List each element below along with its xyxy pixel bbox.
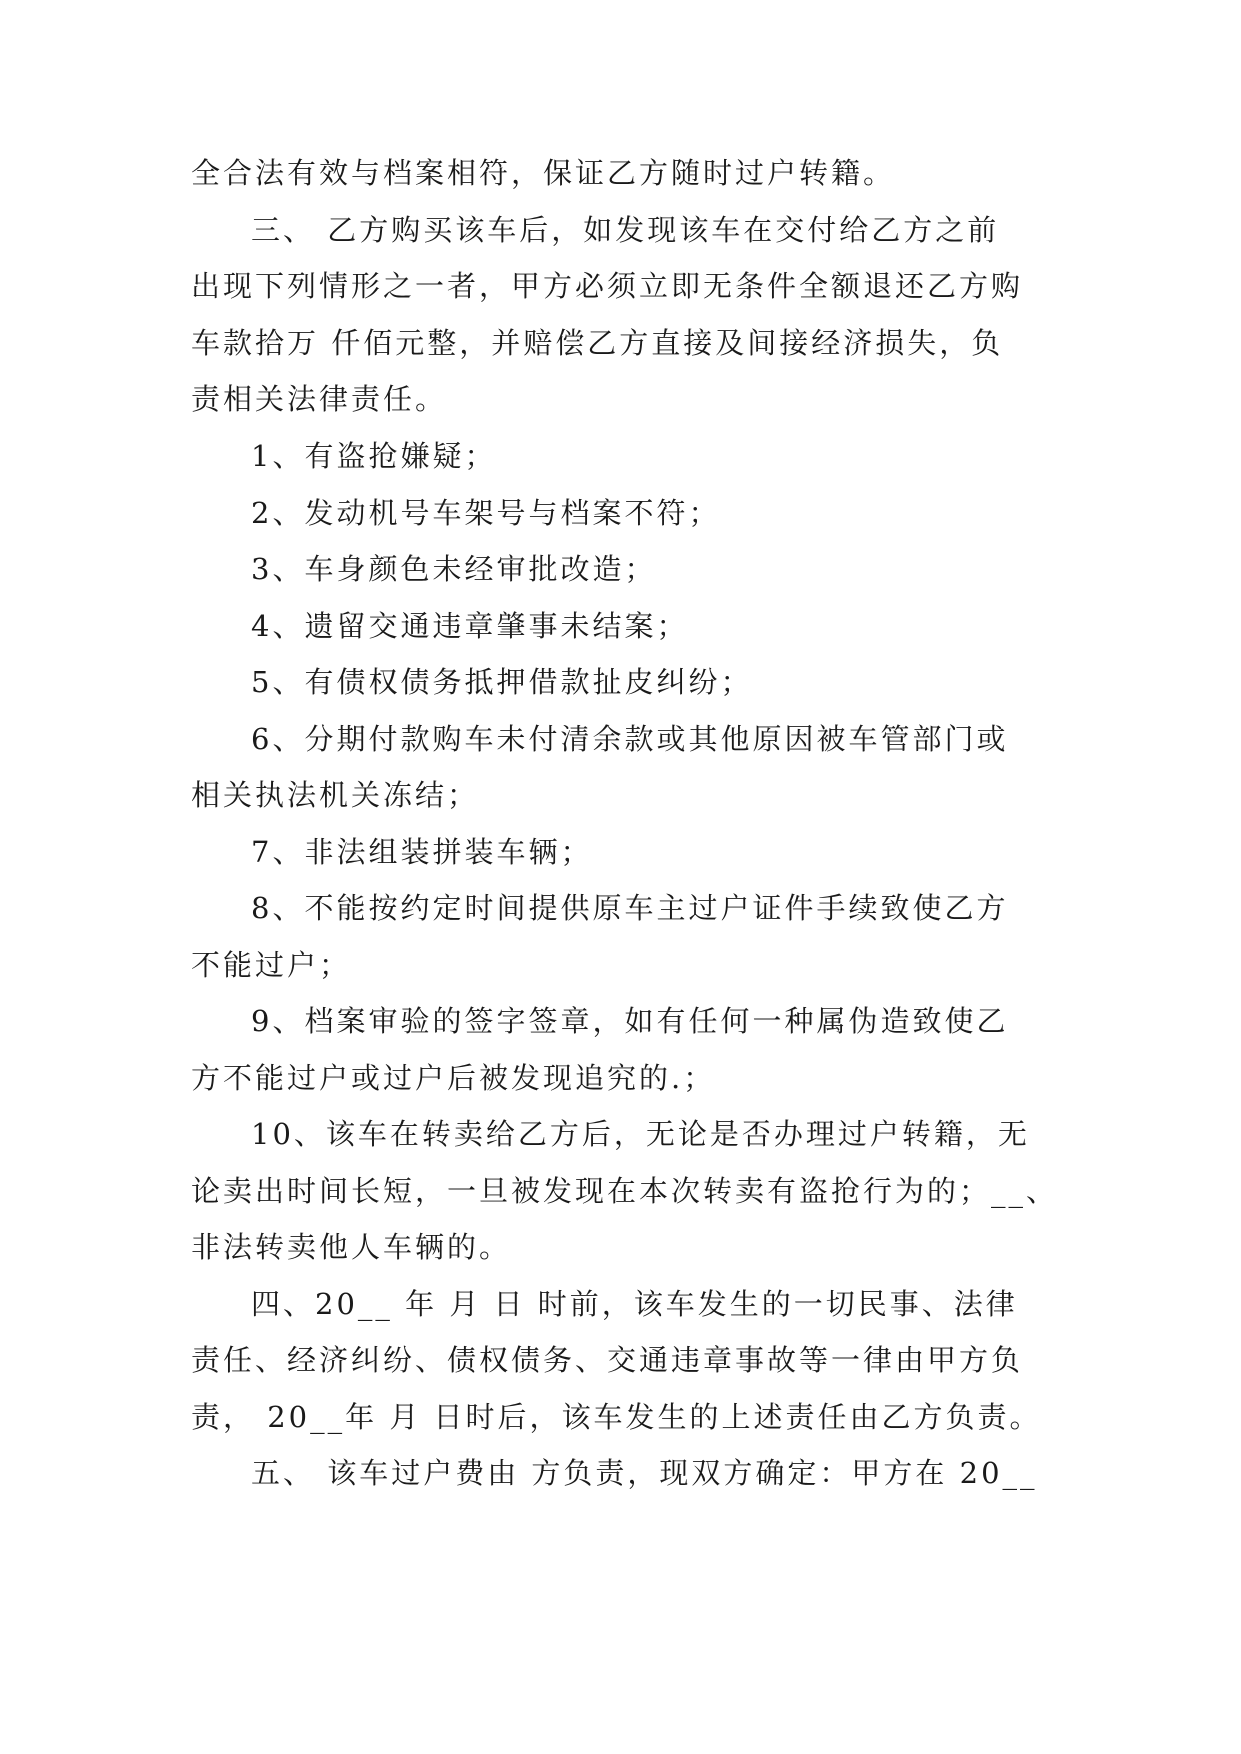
text-line: 相关执法机关冻结； [191, 778, 480, 812]
text-line: 5、有债权债务抵押借款扯皮纠纷； [251, 665, 753, 699]
text-line: 责相关法律责任。 [191, 382, 448, 416]
text-line: 三、 乙方购买该车后，如发现该车在交付给乙方之前 [251, 213, 1000, 247]
text-line: 四、20__ 年 月 日 时前，该车发生的一切民事、法律 [251, 1287, 1018, 1321]
text-line: 方不能过户或过户后被发现追究的.； [191, 1061, 716, 1095]
text-line: 论卖出时间长短，一旦被发现在本次转卖有盗抢行为的；__、 [191, 1174, 1059, 1208]
text-line: 非法转卖他人车辆的。 [191, 1230, 512, 1264]
text-line: 2、发动机号车架号与档案不符； [251, 496, 721, 530]
text-line: 3、车身颜色未经审批改造； [251, 552, 657, 586]
text-line: 责， 20__年 月 日时后，该车发生的上述责任由乙方负责。 [191, 1400, 1042, 1434]
text-line: 1、有盗抢嫌疑； [251, 439, 497, 473]
text-line: 车款拾万 仟佰元整，并赔偿乙方直接及间接经济损失，负 [191, 326, 1004, 360]
text-line: 4、遗留交通违章肇事未结案； [251, 609, 689, 643]
text-line: 8、不能按约定时间提供原车主过户证件手续致使乙方 [251, 891, 1009, 925]
text-line: 责任、经济纠纷、债权债务、交通违章事故等一律由甲方负 [191, 1343, 1024, 1377]
text-line: 全合法有效与档案相符，保证乙方随时过户转籍。 [191, 156, 896, 190]
text-line: 6、分期付款购车未付清余款或其他原因被车管部门或 [251, 722, 1009, 756]
text-line: 不能过户； [191, 948, 352, 982]
text-line: 10、该车在转卖给乙方后，无论是否办理过户转籍，无 [251, 1117, 1030, 1151]
text-line: 7、非法组装拼装车辆； [251, 835, 593, 869]
text-line: 五、 该车过户费由 方负责，现双方确定：甲方在 20__ [251, 1456, 1038, 1490]
text-line: 出现下列情形之一者，甲方必须立即无条件全额退还乙方购 [191, 269, 1024, 303]
text-line: 9、档案审验的签字签章，如有任何一种属伪造致使乙 [251, 1004, 1009, 1038]
